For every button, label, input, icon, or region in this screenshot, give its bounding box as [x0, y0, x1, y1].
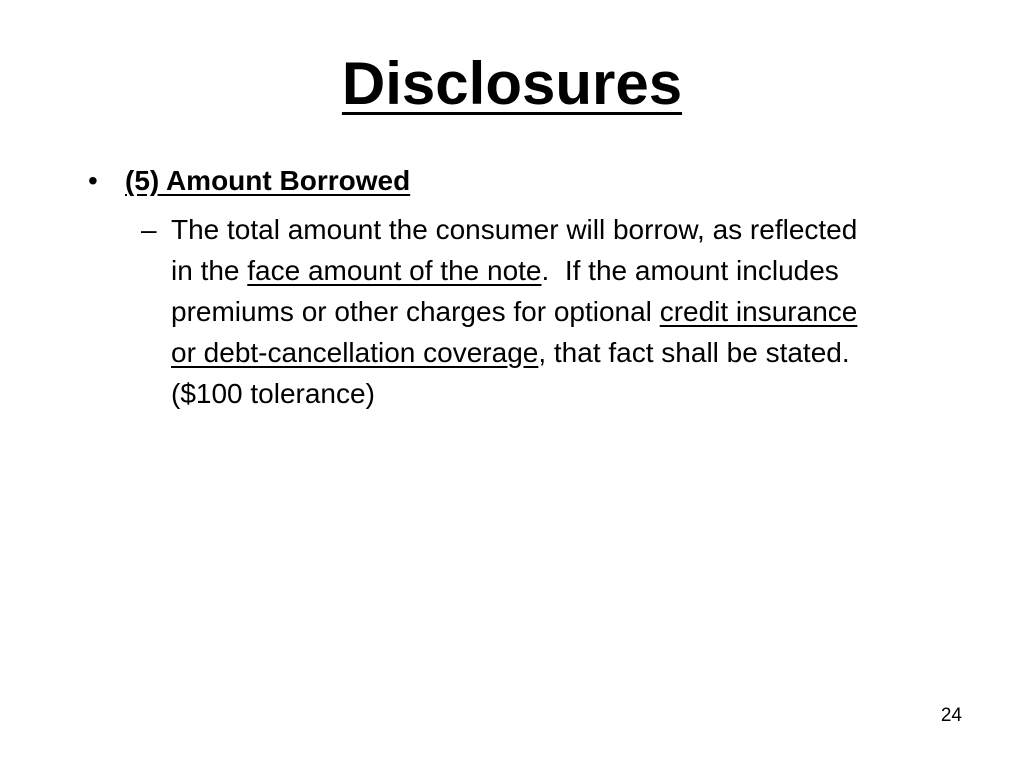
bullet-marker: • — [88, 165, 98, 196]
sub-bullet-item — [141, 209, 881, 414]
sub-bullet-text — [171, 209, 881, 414]
underlined-term-credit-insurance: credit insurance or debt-cancellation coverage — [171, 296, 858, 368]
slide-title: Disclosures — [341, 50, 683, 117]
page-number: 24 — [940, 705, 962, 726]
sub-text-part-2: . If the amount includes premiums or other charges for optional — [171, 255, 847, 327]
dash-marker: – — [141, 214, 157, 245]
bullet-heading: (5) Amount Borrowed — [125, 165, 411, 196]
sub-text-part-1: The total amount the consumer will borrow, as reflected in the — [171, 214, 858, 286]
sub-text-part-3: , that fact shall be stated. ($100 tolerance) — [171, 337, 850, 409]
underlined-term-face-amount: face amount of the note — [247, 255, 542, 286]
